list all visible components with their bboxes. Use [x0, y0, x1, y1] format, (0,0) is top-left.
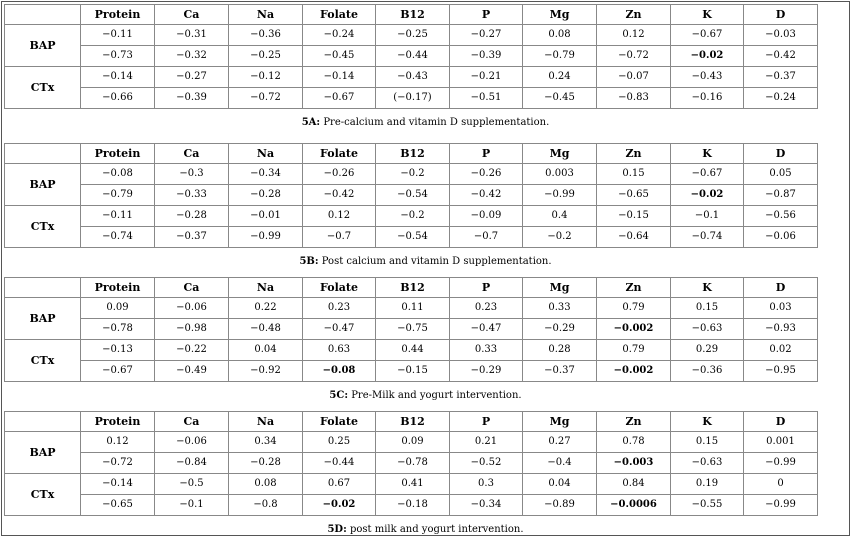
table-cell: −0.06 [155, 432, 229, 453]
row-group-label: BAP [5, 432, 81, 474]
table-cell: −0.78 [376, 453, 450, 474]
table-cell: −0.27 [450, 25, 523, 46]
table-caption [0, 117, 851, 128]
row-group-label: CTx [5, 340, 81, 382]
table-cell: 0.3 [450, 474, 523, 495]
table-cell: 0.33 [523, 298, 597, 319]
table-cell: −0.42 [450, 185, 523, 206]
table-cell: 0.24 [523, 67, 597, 88]
table-cell: 0.44 [376, 340, 450, 361]
table-cell: −0.99 [744, 495, 818, 516]
table-5b [4, 143, 818, 248]
table-cell: (−0.17) [376, 88, 450, 109]
column-header: P [450, 412, 523, 432]
column-header: Protein [81, 144, 155, 164]
table-cell: −0.09 [450, 206, 523, 227]
column-header: Zn [597, 412, 671, 432]
table-cell: 0.67 [303, 474, 376, 495]
table-cell: −0.45 [303, 46, 376, 67]
table-caption [0, 256, 851, 267]
table-cell: −0.14 [81, 67, 155, 88]
table-cell: −0.33 [155, 185, 229, 206]
column-header: B12 [376, 144, 450, 164]
table-cell: 0.79 [597, 340, 671, 361]
column-header: D [744, 144, 818, 164]
table-cell: 0.4 [523, 206, 597, 227]
table-cell: 0.001 [744, 432, 818, 453]
column-header: Ca [155, 144, 229, 164]
row-group-label: BAP [5, 298, 81, 340]
column-header: Zn [597, 278, 671, 298]
table-cell: 0.15 [671, 432, 744, 453]
table-cell: −0.67 [303, 88, 376, 109]
table-cell: −0.63 [671, 319, 744, 340]
table-cell: −0.02 [303, 495, 376, 516]
table-cell: 0.41 [376, 474, 450, 495]
row-group-label: CTx [5, 67, 81, 109]
table-cell: −0.78 [81, 319, 155, 340]
column-header: K [671, 278, 744, 298]
table-cell: −0.12 [229, 67, 303, 88]
table-cell: 0.04 [229, 340, 303, 361]
table-cell: 0.09 [81, 298, 155, 319]
table-cell: −0.26 [303, 164, 376, 185]
table-cell: −0.0006 [597, 495, 671, 516]
table-cell: −0.79 [81, 185, 155, 206]
table-cell: −0.45 [523, 88, 597, 109]
table-cell: −0.87 [744, 185, 818, 206]
caption-text: Pre-Milk and yogurt intervention. [348, 390, 522, 401]
table-cell: 0.34 [229, 432, 303, 453]
table-cell: −0.51 [450, 88, 523, 109]
table-cell: −0.92 [229, 361, 303, 382]
column-header: Mg [523, 278, 597, 298]
table-cell: 0.15 [597, 164, 671, 185]
table-cell: 0.19 [671, 474, 744, 495]
table-cell: 0.12 [303, 206, 376, 227]
table-cell: −0.07 [597, 67, 671, 88]
table-row [5, 227, 818, 248]
table-cell: −0.42 [303, 185, 376, 206]
table-cell: −0.24 [744, 88, 818, 109]
row-group-label: CTx [5, 206, 81, 248]
table-cell: 0.08 [523, 25, 597, 46]
caption-label: 5B: [299, 256, 319, 267]
column-header: Folate [303, 5, 376, 25]
table-cell: −0.2 [376, 206, 450, 227]
table-cell: 0.78 [597, 432, 671, 453]
table-cell: 0.08 [229, 474, 303, 495]
table-cell: −0.06 [744, 227, 818, 248]
table-cell: −0.67 [671, 25, 744, 46]
table-cell: −0.47 [303, 319, 376, 340]
table-cell: −0.73 [81, 46, 155, 67]
table-row [5, 67, 818, 88]
table-cell: −0.55 [671, 495, 744, 516]
table-cell: 0.03 [744, 298, 818, 319]
table-row [5, 474, 818, 495]
table-cell: 0.09 [376, 432, 450, 453]
table-cell: −0.2 [376, 164, 450, 185]
table-cell: 0.11 [376, 298, 450, 319]
column-header: Na [229, 5, 303, 25]
table-cell: −0.8 [229, 495, 303, 516]
caption-text: Post calcium and vitamin D supplementation. [318, 256, 552, 267]
table-cell: −0.84 [155, 453, 229, 474]
table-row [5, 453, 818, 474]
table-cell: 0.05 [744, 164, 818, 185]
column-header: B12 [376, 278, 450, 298]
table-cell: −0.37 [155, 227, 229, 248]
column-header: Folate [303, 144, 376, 164]
table-row [5, 185, 818, 206]
table-cell: −0.7 [450, 227, 523, 248]
column-header: D [744, 412, 818, 432]
table-cell: −0.37 [744, 67, 818, 88]
column-header: Na [229, 278, 303, 298]
caption-label: 5A: [301, 117, 321, 128]
table-cell: −0.16 [671, 88, 744, 109]
table-cell: −0.63 [671, 453, 744, 474]
table-cell: 0.63 [303, 340, 376, 361]
table-cell: −0.1 [671, 206, 744, 227]
table-cell: −0.64 [597, 227, 671, 248]
table-cell: −0.95 [744, 361, 818, 382]
table-cell: −0.002 [597, 361, 671, 382]
table-cell: −0.44 [303, 453, 376, 474]
table-cell: −0.72 [597, 46, 671, 67]
table-row [5, 206, 818, 227]
table-cell: −0.72 [81, 453, 155, 474]
column-header: Ca [155, 5, 229, 25]
table-cell: −0.36 [671, 361, 744, 382]
column-header: Ca [155, 278, 229, 298]
table-cell: −0.03 [744, 25, 818, 46]
table-cell: 0.12 [597, 25, 671, 46]
table-cell: −0.28 [155, 206, 229, 227]
table-cell: −0.42 [744, 46, 818, 67]
table-cell: −0.26 [450, 164, 523, 185]
table-cell: 0.22 [229, 298, 303, 319]
header-corner [5, 5, 81, 25]
table-cell: −0.25 [229, 46, 303, 67]
table-cell: −0.002 [597, 319, 671, 340]
table-cell: −0.28 [229, 453, 303, 474]
table-cell: −0.21 [450, 67, 523, 88]
table-cell: 0.21 [450, 432, 523, 453]
table-cell: −0.18 [376, 495, 450, 516]
row-group-label: BAP [5, 25, 81, 67]
table-row [5, 495, 818, 516]
table-caption [0, 390, 851, 401]
table-cell: −0.22 [155, 340, 229, 361]
table-row [5, 46, 818, 67]
column-header: Mg [523, 144, 597, 164]
table-cell: 0.84 [597, 474, 671, 495]
table-cell: −0.11 [81, 25, 155, 46]
column-header: Folate [303, 412, 376, 432]
table-cell: −0.7 [303, 227, 376, 248]
table-cell: 0.28 [523, 340, 597, 361]
table-row [5, 164, 818, 185]
table-cell: −0.01 [229, 206, 303, 227]
table-cell: −0.83 [597, 88, 671, 109]
column-header: Na [229, 144, 303, 164]
column-header: K [671, 412, 744, 432]
table-row [5, 432, 818, 453]
table-cell: −0.54 [376, 227, 450, 248]
column-header: Zn [597, 144, 671, 164]
table-row [5, 298, 818, 319]
caption-text: post milk and yogurt intervention. [346, 524, 524, 535]
table-cell: −0.15 [597, 206, 671, 227]
column-header: P [450, 144, 523, 164]
table-cell: −0.39 [155, 88, 229, 109]
table-cell: 0.003 [523, 164, 597, 185]
table-cell: −0.4 [523, 453, 597, 474]
table-cell: −0.31 [155, 25, 229, 46]
table-caption [0, 524, 851, 535]
caption-text: Pre-calcium and vitamin D supplementation. [320, 117, 550, 128]
table-cell: −0.44 [376, 46, 450, 67]
column-header: K [671, 144, 744, 164]
header-corner [5, 412, 81, 432]
header-corner [5, 144, 81, 164]
table-5d [4, 411, 818, 516]
table-cell: −0.48 [229, 319, 303, 340]
table-cell: −0.65 [597, 185, 671, 206]
column-header: Folate [303, 278, 376, 298]
column-header: D [744, 5, 818, 25]
table-cell: −0.89 [523, 495, 597, 516]
column-header: P [450, 278, 523, 298]
column-header: Zn [597, 5, 671, 25]
table-cell: −0.34 [450, 495, 523, 516]
table-cell: −0.32 [155, 46, 229, 67]
column-header: K [671, 5, 744, 25]
table-cell: −0.66 [81, 88, 155, 109]
table-cell: −0.29 [523, 319, 597, 340]
table-row [5, 25, 818, 46]
table-cell: −0.24 [303, 25, 376, 46]
table-cell: −0.02 [671, 185, 744, 206]
header-corner [5, 278, 81, 298]
table-cell: −0.79 [523, 46, 597, 67]
table-row [5, 319, 818, 340]
table-cell: 0.12 [81, 432, 155, 453]
table-cell: −0.56 [744, 206, 818, 227]
table-cell: −0.29 [450, 361, 523, 382]
table-cell: −0.67 [81, 361, 155, 382]
table-cell: −0.02 [671, 46, 744, 67]
table-cell: −0.3 [155, 164, 229, 185]
table-cell: −0.13 [81, 340, 155, 361]
table-cell: −0.08 [81, 164, 155, 185]
table-cell: −0.99 [523, 185, 597, 206]
table-cell: 0.25 [303, 432, 376, 453]
table-cell: −0.65 [81, 495, 155, 516]
table-cell: −0.15 [376, 361, 450, 382]
table-cell: −0.36 [229, 25, 303, 46]
table-cell: −0.49 [155, 361, 229, 382]
column-header: Na [229, 412, 303, 432]
table-row [5, 340, 818, 361]
table-cell: −0.39 [450, 46, 523, 67]
table-cell: 0.23 [450, 298, 523, 319]
table-cell: −0.99 [744, 453, 818, 474]
caption-label: 5D: [327, 524, 347, 535]
table-cell: 0.02 [744, 340, 818, 361]
table-cell: −0.14 [303, 67, 376, 88]
table-cell: −0.93 [744, 319, 818, 340]
table-cell: −0.98 [155, 319, 229, 340]
table-cell: −0.52 [450, 453, 523, 474]
row-group-label: CTx [5, 474, 81, 516]
column-header: Protein [81, 278, 155, 298]
table-cell: −0.99 [229, 227, 303, 248]
table-cell: −0.2 [523, 227, 597, 248]
table-cell: −0.47 [450, 319, 523, 340]
table-cell: 0.04 [523, 474, 597, 495]
column-header: Mg [523, 412, 597, 432]
table-cell: −0.54 [376, 185, 450, 206]
column-header: P [450, 5, 523, 25]
table-cell: −0.43 [376, 67, 450, 88]
table-cell: 0.29 [671, 340, 744, 361]
table-cell: −0.003 [597, 453, 671, 474]
table-5a [4, 4, 818, 109]
table-cell: −0.72 [229, 88, 303, 109]
table-cell: −0.08 [303, 361, 376, 382]
table-cell: −0.14 [81, 474, 155, 495]
table-cell: −0.34 [229, 164, 303, 185]
table-cell: 0.23 [303, 298, 376, 319]
table-cell: −0.43 [671, 67, 744, 88]
table-cell: −0.1 [155, 495, 229, 516]
table-cell: −0.27 [155, 67, 229, 88]
table-cell: −0.74 [671, 227, 744, 248]
table-cell: −0.67 [671, 164, 744, 185]
table-cell: 0.15 [671, 298, 744, 319]
table-cell: −0.28 [229, 185, 303, 206]
column-header: Mg [523, 5, 597, 25]
table-cell: −0.74 [81, 227, 155, 248]
caption-label: 5C: [329, 390, 349, 401]
table-cell: −0.06 [155, 298, 229, 319]
table-cell: 0.79 [597, 298, 671, 319]
column-header: D [744, 278, 818, 298]
table-cell: −0.37 [523, 361, 597, 382]
table-cell: 0 [744, 474, 818, 495]
row-group-label: BAP [5, 164, 81, 206]
column-header: Protein [81, 412, 155, 432]
table-cell: −0.5 [155, 474, 229, 495]
table-cell: −0.75 [376, 319, 450, 340]
table-row [5, 88, 818, 109]
table-cell: −0.11 [81, 206, 155, 227]
column-header: B12 [376, 412, 450, 432]
column-header: Protein [81, 5, 155, 25]
table-cell: 0.33 [450, 340, 523, 361]
column-header: Ca [155, 412, 229, 432]
column-header: B12 [376, 5, 450, 25]
table-cell: −0.25 [376, 25, 450, 46]
table-row [5, 361, 818, 382]
table-5c [4, 277, 818, 382]
table-cell: 0.27 [523, 432, 597, 453]
